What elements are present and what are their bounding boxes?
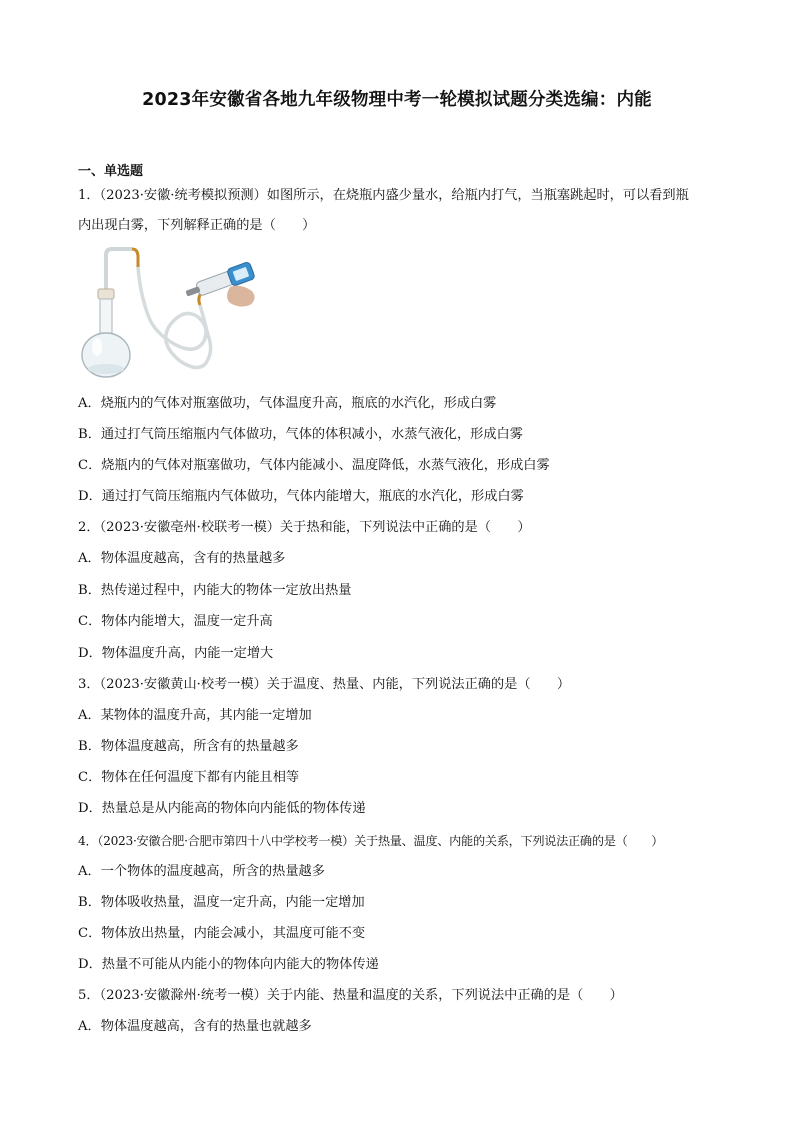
question-1-option-a: A．烧瓶内的气体对瓶塞做功，气体温度升高，瓶底的水汽化，形成白雾 — [78, 396, 497, 411]
question-4-stem: 4．（2023·安徽合肥·合肥市第四十八中学校考一模）关于热量、温度、内能的关系，下列说法正确的是（ ） — [78, 834, 664, 848]
question-2-option-b: B．热传递过程中，内能大的物体一定放出热量 — [78, 583, 352, 598]
section-heading: 一、单选题 — [78, 164, 144, 179]
question-2-option-c: C．物体内能增大，温度一定升高 — [78, 614, 273, 629]
flask-pump-illustration — [80, 243, 260, 385]
question-1-stem-line2: 内出现白雾，下列解释正确的是（ ） — [78, 218, 316, 233]
question-3-option-d: D．热量总是从内能高的物体向内能低的物体传递 — [78, 801, 366, 816]
question-3-option-b: B．物体温度越高，所含有的热量越多 — [78, 739, 299, 754]
question-3-option-a: A．某物体的温度升高，其内能一定增加 — [78, 708, 312, 723]
question-1-stem-line1: 1．（2023·安徽·统考模拟预测）如图所示，在烧瓶内盛少量水，给瓶内打气，当瓶塞跳起时，可以看到瓶 — [78, 188, 689, 203]
document-title: 2023年安徽省各地九年级物理中考一轮模拟试题分类选编：内能 — [142, 90, 652, 110]
question-3-stem: 3．（2023·安徽黄山·校考一模）关于温度、热量、内能，下列说法正确的是（ ） — [78, 677, 571, 692]
question-2-stem: 2．（2023·安徽亳州·校联考一模）关于热和能，下列说法中正确的是（ ） — [78, 520, 531, 535]
question-2-option-a: A．物体温度越高，含有的热量越多 — [78, 551, 286, 566]
question-1-option-c: C．烧瓶内的气体对瓶塞做功，气体内能减小、温度降低，水蒸气液化，形成白雾 — [78, 458, 550, 473]
question-1-option-b: B．通过打气筒压缩瓶内气体做功，气体的体积减小，水蒸气液化，形成白雾 — [78, 427, 523, 442]
question-5-stem: 5．（2023·安徽滁州·统考一模）关于内能、热量和温度的关系，下列说法中正确的是（ ） — [78, 988, 623, 1003]
question-1-option-d: D．通过打气筒压缩瓶内气体做功，气体内能增大，瓶底的水汽化，形成白雾 — [78, 489, 524, 504]
question-5-option-a: A．物体温度越高，含有的热量也就越多 — [78, 1019, 312, 1034]
question-2-option-d: D．物体温度升高，内能一定增大 — [78, 646, 274, 661]
question-4-option-a: A．一个物体的温度越高，所含的热量越多 — [78, 864, 325, 879]
question-4-option-d: D．热量不可能从内能小的物体向内能大的物体传递 — [78, 957, 379, 972]
question-4-option-c: C．物体放出热量，内能会减小，其温度可能不变 — [78, 926, 366, 941]
question-3-option-c: C．物体在任何温度下都有内能且相等 — [78, 770, 300, 785]
question-4-option-b: B．物体吸收热量，温度一定升高，内能一定增加 — [78, 895, 365, 910]
